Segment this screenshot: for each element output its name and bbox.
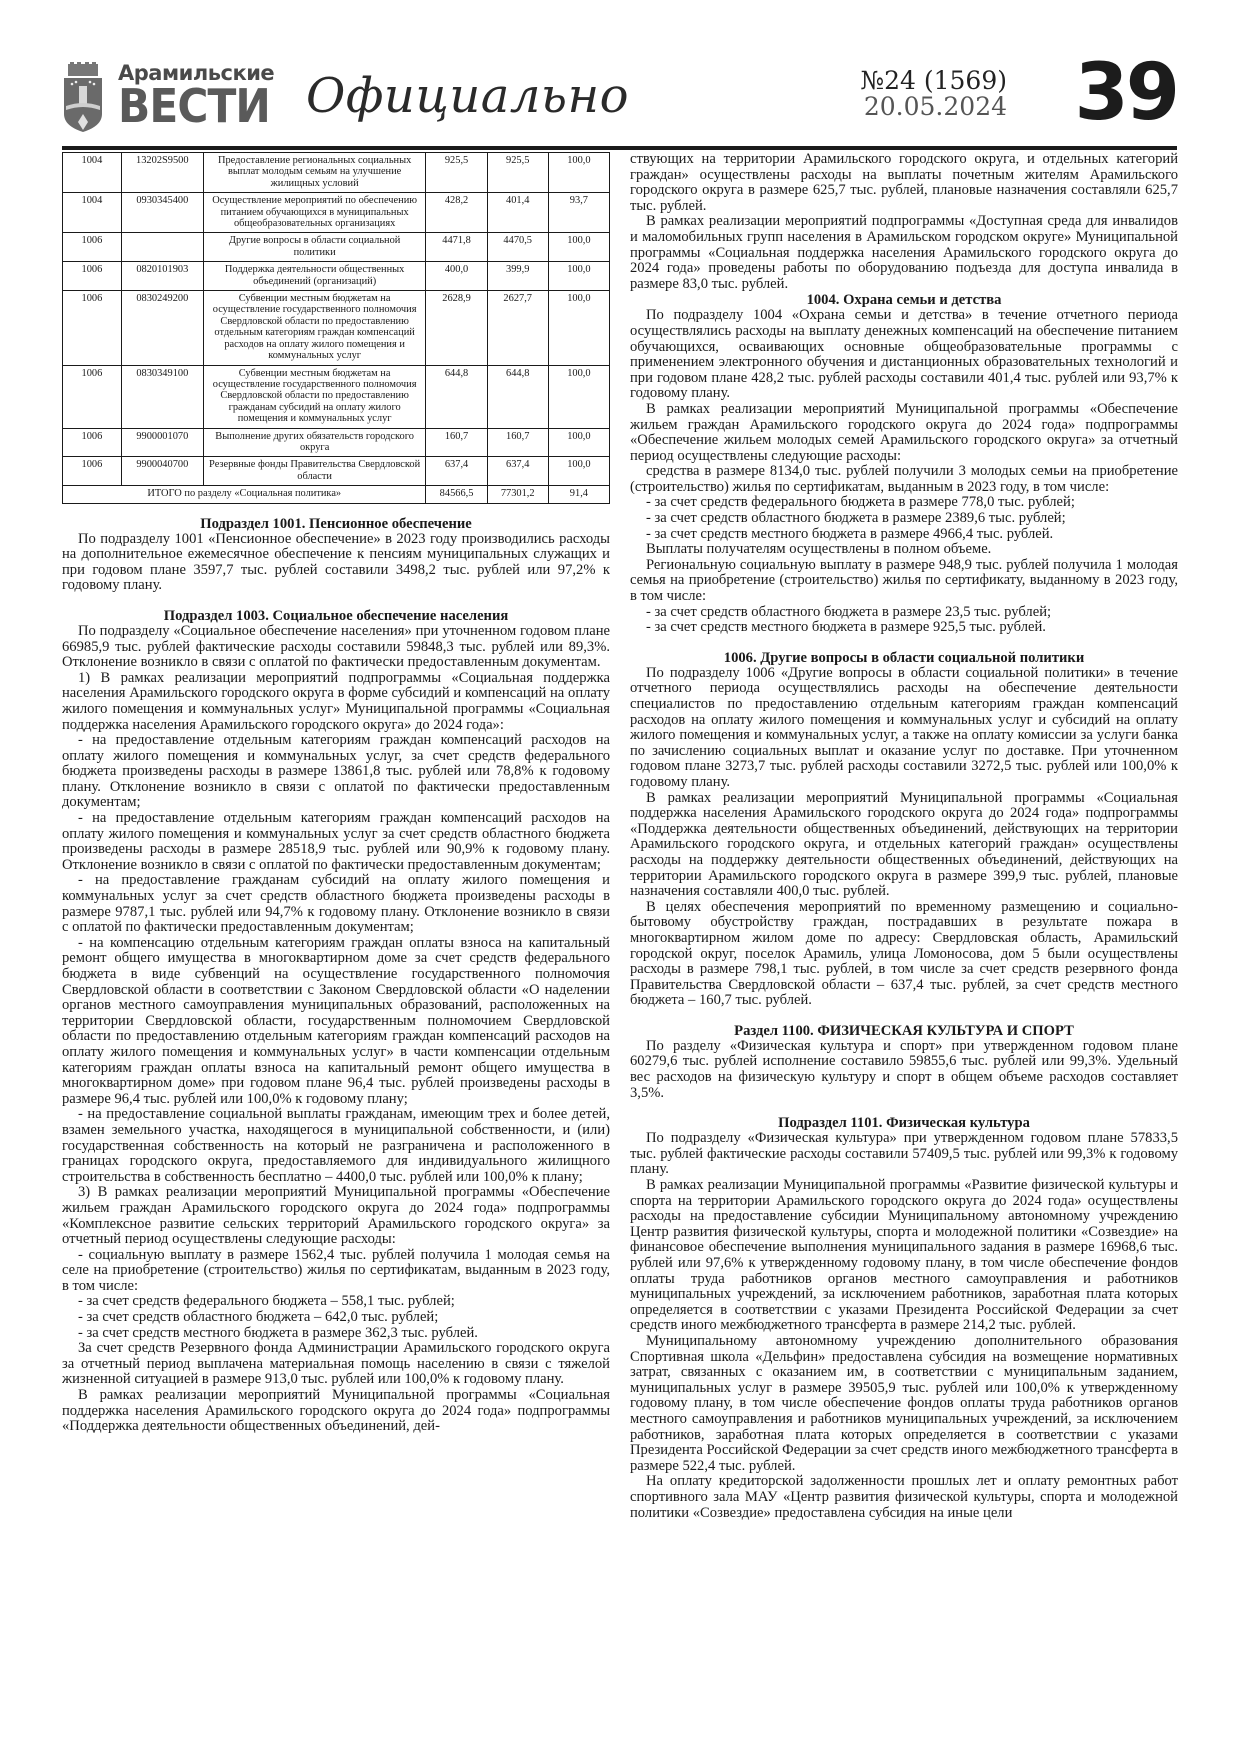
paragraph: На оплату кредиторской задолженности прошлых лет и оплату ремонтных работ спортивного зала МАУ «Центр развития физической культуры, спорта и молодежной политики «Созвездие» предоставлена субсидия на иные цели — [630, 1473, 1178, 1521]
paragraph: По подразделу «Физическая культура» при утвержденном годовом плане 57833,5 тыс. рублей фактические расходы составили 57409,5 тыс. рублей или 99,3% к годовому плану. — [630, 1130, 1178, 1178]
paragraph: - на предоставление гражданам субсидий на оплату жилого помещения и коммунальных услуг за счет средств областного бюджета произведены расходы в размере 9787,1 тыс. рублей или 94,7% к годовому плану. Отклонение возникло в связи с оплатой по фактически предоставленным документам; — [62, 872, 610, 936]
paragraph: В рамках реализации мероприятий Муниципальной программы «Социальная поддержка населения Арамильского городского округа до 2024 года» подпрограммы «Поддержка деятельности общественных объединений, дей- — [62, 1387, 610, 1435]
list-item: - за счет средств местного бюджета в размере 925,5 тыс. рублей. — [646, 619, 1046, 636]
cell-plan: 160,7 — [426, 428, 487, 457]
heading-1001: Подраздел 1001. Пенсионное обеспечение — [200, 515, 472, 532]
cell-code — [121, 233, 203, 262]
cell-name: Субвенции местным бюджетам на осуществление государственного полномочия Свердловской области по предоставлению отдельным категориям граждан компенсаций расходов на оплату жилого помещения и коммунальных услуг — [203, 291, 426, 365]
cell-plan: 637,4 — [426, 457, 487, 486]
paragraph: В целях обеспечения мероприятий по временному размещению и социально-бытовому обустройству граждан, пострадавших в результате пожара в многоквартирном жилом доме по адресу: Свердловская область, Арамильский городской округ, поселок Арамиль, улица Ломоносова, дом 5 были осуществлены расходы в размере 798,1 тыс. рублей, в том числе за счет средств резервного фонда Правительства Свердловской области – 637,4 тыс. рублей, за счет средств местного бюджета – 160,7 тыс. рублей. — [630, 898, 1178, 1009]
cell-actual: 401,4 — [487, 193, 548, 233]
paragraph: - на компенсацию отдельным категориям граждан оплаты взноса на капитальный ремонт общего имущества в многоквартирном доме за счет средств федерального бюджета в виде субвенций на осуществление государственного полномочия Свердловской области в соответствии с Законом Свердловской области «О наделении органов местного самоуправления муниципальных образований, расположенных на территории Свердловской области, государственным полномочием Свердловской области по предоставлению отдельным категориям граждан компенсаций расходов на оплату жилого помещения и коммунальных услуг» в части компенсации отдельным категориям граждан оплаты взноса на капитальный ремонт общего имущества в многоквартирном доме» при годовом плане 96,4 тыс. рублей произведены расходы в размере 96,4 тыс. рублей или 100,0% к годовому плану; — [62, 934, 610, 1107]
cell-percent: 100,0 — [548, 428, 609, 457]
cell-percent: 93,7 — [548, 193, 609, 233]
budget-table — [62, 152, 610, 504]
cell-section: 1006 — [63, 262, 122, 291]
paragraph: - на предоставление отдельным категориям граждан компенсаций расходов на оплату жилого помещения и коммунальных услуг за счет средств областного бюджета произведены расходы в размере 28518,9 тыс. рублей или 90,9% к годовому плану. Отклонение возникло в связи с оплатой по фактически предоставленным документам; — [62, 810, 610, 873]
list-item: - за счет средств местного бюджета в размере 362,3 тыс. рублей. — [78, 1324, 478, 1341]
paragraph: По подразделу 1006 «Другие вопросы в области социальной политики» в течение отчетного периода осуществлялись расходы на обеспечение деятельности специалистов по предоставлению отдельным категориям граждан компенсаций расходов на оплату жилого помещения и коммунальных услуг и субсидий на оплату жилого помещения и коммунальных услуг, а также на оплату комиссии за услуги банка по зачислению социальных выплат и оказание услуг по доставке. При уточненном годовом плане 3273,7 тыс. рублей расходы составили 3272,5 тыс. рублей или 100,0% к годовому плану. — [630, 664, 1178, 790]
cell-code: 0830349100 — [121, 365, 203, 428]
paragraph: В рамках реализации мероприятий Муниципальной программы «Социальная поддержка населения Арамильского городского округа до 2024 года» подпрограммы «Поддержка деятельности общественных объединений, действующих на территории Арамильского городского округа, и отдельных категорий граждан» осуществлены расходы на поддержку деятельности общественных объединений, действующих на территории Арамильского городского округа в размере 399,9 тыс. рублей, плановые назначения составляли 400,0 тыс. рублей. — [630, 789, 1178, 900]
cell-actual: 160,7 — [487, 428, 548, 457]
cell-percent: 100,0 — [548, 153, 609, 193]
heading-1004: 1004. Охрана семьи и детства — [806, 292, 1002, 309]
table-row — [63, 193, 610, 233]
heading-1101: Подраздел 1101. Физическая культура — [778, 1115, 1030, 1132]
page-number: 39 — [1074, 48, 1177, 138]
cell-code: 0930345400 — [121, 193, 203, 233]
paragraph: В рамках реализации мероприятий подпрограммы «Доступная среда для инвалидов и маломобильных групп населения в Арамильском городском округе» Муниципальной программы «Социальная поддержка населения Арамильского городского округа до 2024 года» проведены работы по оборудованию подъезда для доступа инвалида в размере 83,0 тыс. рублей. — [630, 213, 1178, 292]
cell-code: 9900001070 — [121, 428, 203, 457]
logo-line2: ВЕСТИ — [118, 79, 270, 133]
table-row — [63, 457, 610, 486]
cell-section: 1006 — [63, 457, 122, 486]
cell-section: 1004 — [63, 193, 122, 233]
list-item: - за счет средств областного бюджета – 642,0 тыс. рублей; — [78, 1309, 439, 1326]
issue-info — [860, 68, 1007, 120]
paragraph: 1) В рамках реализации мероприятий подпрограммы «Социальная поддержка населения Арамильского городского округа в форме субсидий и компенсаций на оплату жилого помещения и коммунальных услуг» Муниципальной программы «Социальная поддержка населения Арамильского городского округа» до 2024 года»: — [62, 669, 610, 733]
masthead — [62, 48, 1177, 144]
coat-of-arms-icon — [62, 62, 104, 134]
cell-percent: 100,0 — [548, 233, 609, 262]
paragraph: - на предоставление отдельным категориям граждан компенсаций расходов на оплату жилого помещения и коммунальных услуг, за счет средств федерального бюджета произведены расходы в размере 13861,8 тыс. рублей или 78,8% к годовому плану. Отклонение возникло в связи с оплатой по фактически предоставленным документам; — [62, 732, 610, 811]
cell-section: 1006 — [63, 428, 122, 457]
cell-name: Выполнение других обязательств городского округа — [203, 428, 426, 457]
paragraph: По подразделу 1004 «Охрана семьи и детства» в течение отчетного периода осуществлялись расходы на выплату денежных компенсаций на обеспечение питанием обучающихся, осваивающих основные общеобразовательные программы с применением электронного обучения и дистанционных образовательных технологий и при годовом плане 428,2 тыс. рублей расходы составили 401,4 тыс. рублей или 93,7% к годовому плану. — [630, 307, 1178, 402]
cell-section: 1006 — [63, 365, 122, 428]
paragraph: В рамках реализации Муниципальной программы «Развитие физической культуры и спорта на территории Арамильского городского округа до 2024 года» осуществлены расходы на предоставление субсидии Муниципальному автономному учреждению Центр развития физической культуры, спорта и молодежной политики «Созвездие» на финансовое обеспечение выполнения муниципального задания в размере 16968,6 тыс. рублей или 97,6% к утвержденному годовому плану, в том числе обеспечение фондов оплаты труда работников органов местного самоуправления и работников муниципальных учреждений, за исключением работников, заработная плата которых определяется в соответствии с указами Президента Российской Федерации за счет средств иного межбюджетного трансферта в размере 214,2 тыс. рублей. — [630, 1177, 1178, 1334]
newspaper-logo — [118, 61, 283, 133]
paragraph: ствующих на территории Арамильского городского округа, и отдельных категорий граждан» осуществлены расходы на выплаты почетным жителям Арамильского городского округа в размере 625,7 тыс. рублей, плановые назначения составляли 625,7 тыс. рублей. — [630, 151, 1178, 214]
paragraph: За счет средств Резервного фонда Администрации Арамильского городского округа за отчетный период выплачена материальная помощь населению в связи с тяжелой жизненной ситуацией в размере 913,0 тыс. рублей или 100,0% к годовому плану. — [62, 1340, 610, 1388]
list-item: - за счет средств федерального бюджета в размере 778,0 тыс. рублей; — [646, 494, 1075, 511]
list-item: - за счет средств областного бюджета в размере 2389,6 тыс. рублей; — [646, 510, 1066, 527]
cell-name: Поддержка деятельности общественных объединений (организаций) — [203, 262, 426, 291]
cell-plan: 925,5 — [426, 153, 487, 193]
cell-percent: 100,0 — [548, 262, 609, 291]
issue-number: №24 (1569) — [860, 66, 1007, 95]
paragraph: Региональную социальную выплату в размере 948,9 тыс. рублей получила 1 молодая семья на приобретение (строительство) жилья по сертификату, выданному в 2023 году, в том числе: — [630, 556, 1178, 605]
table-row — [63, 365, 610, 428]
cell-actual: 925,5 — [487, 153, 548, 193]
right-column — [630, 152, 1178, 1521]
table-total-row — [63, 486, 610, 503]
table-row — [63, 153, 610, 193]
paragraph: По подразделу «Социальное обеспечение населения» при уточненном годовом плане 66985,9 тыс. рублей фактические расходы составили 59848,3 тыс. рублей или 89,3%. Отклонение возникло в связи с оплатой по фактически предоставленным документам. — [62, 622, 610, 671]
cell-section: 1004 — [63, 153, 122, 193]
total-plan: 84566,5 — [426, 486, 487, 503]
cell-section: 1006 — [63, 291, 122, 365]
paragraph: Муниципальному автономному учреждению дополнительного образования Спортивная школа «Дельфин» предоставлена субсидия на возмещение нормативных затрат, связанных с оказанием им, в соответствии с муниципальным заданием, муниципальных услуг в размере 39505,9 тыс. рублей или 100,0% к утвержденному годовому плану, в том числе обеспечение фондов оплаты труда работников органов местного самоуправления и работников муниципальных учреждений, за исключением работников, заработная плата которых определяется в соответствии с указами Президента Российской Федерации за счет средств иного межбюджетного трансферта в размере 522,4 тыс. рублей. — [630, 1332, 1178, 1474]
left-column — [62, 152, 610, 1435]
cell-plan: 4471,8 — [426, 233, 487, 262]
table-row — [63, 262, 610, 291]
cell-plan: 644,8 — [426, 365, 487, 428]
cell-actual: 399,9 — [487, 262, 548, 291]
cell-code: 9900040700 — [121, 457, 203, 486]
heading-1003: Подраздел 1003. Социальное обеспечение населения — [163, 607, 509, 624]
cell-name: Субвенции местным бюджетам на осуществление государственного полномочия Свердловской области по предоставлению гражданам субсидий на оплату жилого помещения и коммунальных услуг — [203, 365, 426, 428]
total-label: ИТОГО по разделу «Социальная политика» — [63, 486, 426, 503]
table-row — [63, 233, 610, 262]
heading-1006: 1006. Другие вопросы в области социальной политики — [723, 649, 1085, 666]
total-actual: 77301,2 — [487, 486, 548, 503]
total-percent: 91,4 — [548, 486, 609, 503]
table-row — [63, 428, 610, 457]
cell-section: 1006 — [63, 233, 122, 262]
heading-1100: Раздел 1100. ФИЗИЧЕСКАЯ КУЛЬТУРА И СПОРТ — [734, 1022, 1074, 1039]
table-row — [63, 291, 610, 365]
cell-plan: 2628,9 — [426, 291, 487, 365]
logo-line1: Арамильские — [118, 61, 275, 85]
list-item: - за счет средств областного бюджета в размере 23,5 тыс. рублей; — [646, 603, 1052, 620]
cell-actual: 644,8 — [487, 365, 548, 428]
cell-name: Осуществление мероприятий по обеспечению питанием обучающихся в муниципальных общеобразовательных организациях — [203, 193, 426, 233]
cell-actual: 637,4 — [487, 457, 548, 486]
paragraph: - на предоставление социальной выплаты гражданам, имеющим трех и более детей, взамен земельного участка, находящегося в муниципальной собственности, и (или) государственная собственность на который не разграничена и расположенного в границах городского округа, предоставляемого для индивидуального жилищного строительства в собственность бесплатно – 4400,0 тыс. рублей или 100,0% к плану; — [62, 1106, 610, 1185]
paragraph: В рамках реализации мероприятий Муниципальной программы «Обеспечение жильем граждан Арамильского городского округа до 2024 года» подпрограммы «Обеспечение жильем молодых семей Арамильского городского округа» за отчетный период осуществлены следующие расходы: — [630, 400, 1178, 464]
header-rule — [62, 146, 1177, 150]
paragraph: По разделу «Физическая культура и спорт» при утвержденном годовом плане 60279,6 тыс. рублей исполнение составило 59855,6 тыс. рублей или 99,3%. Удельный вес расходов на физическую культуру и спорт в общем объеме расходов составляет 3,5%. — [630, 1037, 1178, 1101]
paragraph: 3) В рамках реализации мероприятий Муниципальной программы «Обеспечение жильем граждан Арамильского городского округа до 2024 года» подпрограммы «Комплексное развитие сельских территорий Арамильского городского округа» за отчетный период осуществлены следующие расходы: — [62, 1184, 610, 1248]
list-item: - за счет средств федерального бюджета – 558,1 тыс. рублей; — [78, 1293, 455, 1310]
cell-actual: 2627,7 — [487, 291, 548, 365]
cell-code: 0830249200 — [121, 291, 203, 365]
cell-percent: 100,0 — [548, 457, 609, 486]
cell-code: 0820101903 — [121, 262, 203, 291]
cell-plan: 428,2 — [426, 193, 487, 233]
cell-name: Резервные фонды Правительства Свердловской области — [203, 457, 426, 486]
paragraph: средства в размере 8134,0 тыс. рублей получили 3 молодых семьи на приобретение (строительство) жилья по сертификатам, выданным в 2023 году, в том числе: — [630, 463, 1178, 495]
cell-plan: 400,0 — [426, 262, 487, 291]
paragraph: - социальную выплату в размере 1562,4 тыс. рублей получила 1 молодая семья на селе на приобретение (строительство) жилья по сертификатам, выданным в 2023 году, в том числе: — [62, 1246, 610, 1294]
cell-name: Предоставление региональных социальных выплат молодым семьям на улучшение жилищных условий — [203, 153, 426, 193]
cell-code: 13202S9500 — [121, 153, 203, 193]
paragraph: Выплаты получателям осуществлены в полном объеме. — [646, 541, 992, 558]
cell-actual: 4470,5 — [487, 233, 548, 262]
section-title: Официально — [306, 68, 630, 124]
cell-percent: 100,0 — [548, 291, 609, 365]
issue-date: 20.05.2024 — [863, 92, 1007, 121]
list-item: - за счет средств местного бюджета в размере 4966,4 тыс. рублей. — [646, 525, 1054, 542]
cell-percent: 100,0 — [548, 365, 609, 428]
cell-name: Другие вопросы в области социальной политики — [203, 233, 426, 262]
paragraph: По подразделу 1001 «Пенсионное обеспечение» в 2023 году производились расходы на дополнительное ежемесячное обеспечение к пенсиям муниципальных служащих и при годовом плане 3597,7 тыс. рублей составили 3498,2 тыс. рублей или 97,2% к годовому плану. — [62, 530, 610, 594]
